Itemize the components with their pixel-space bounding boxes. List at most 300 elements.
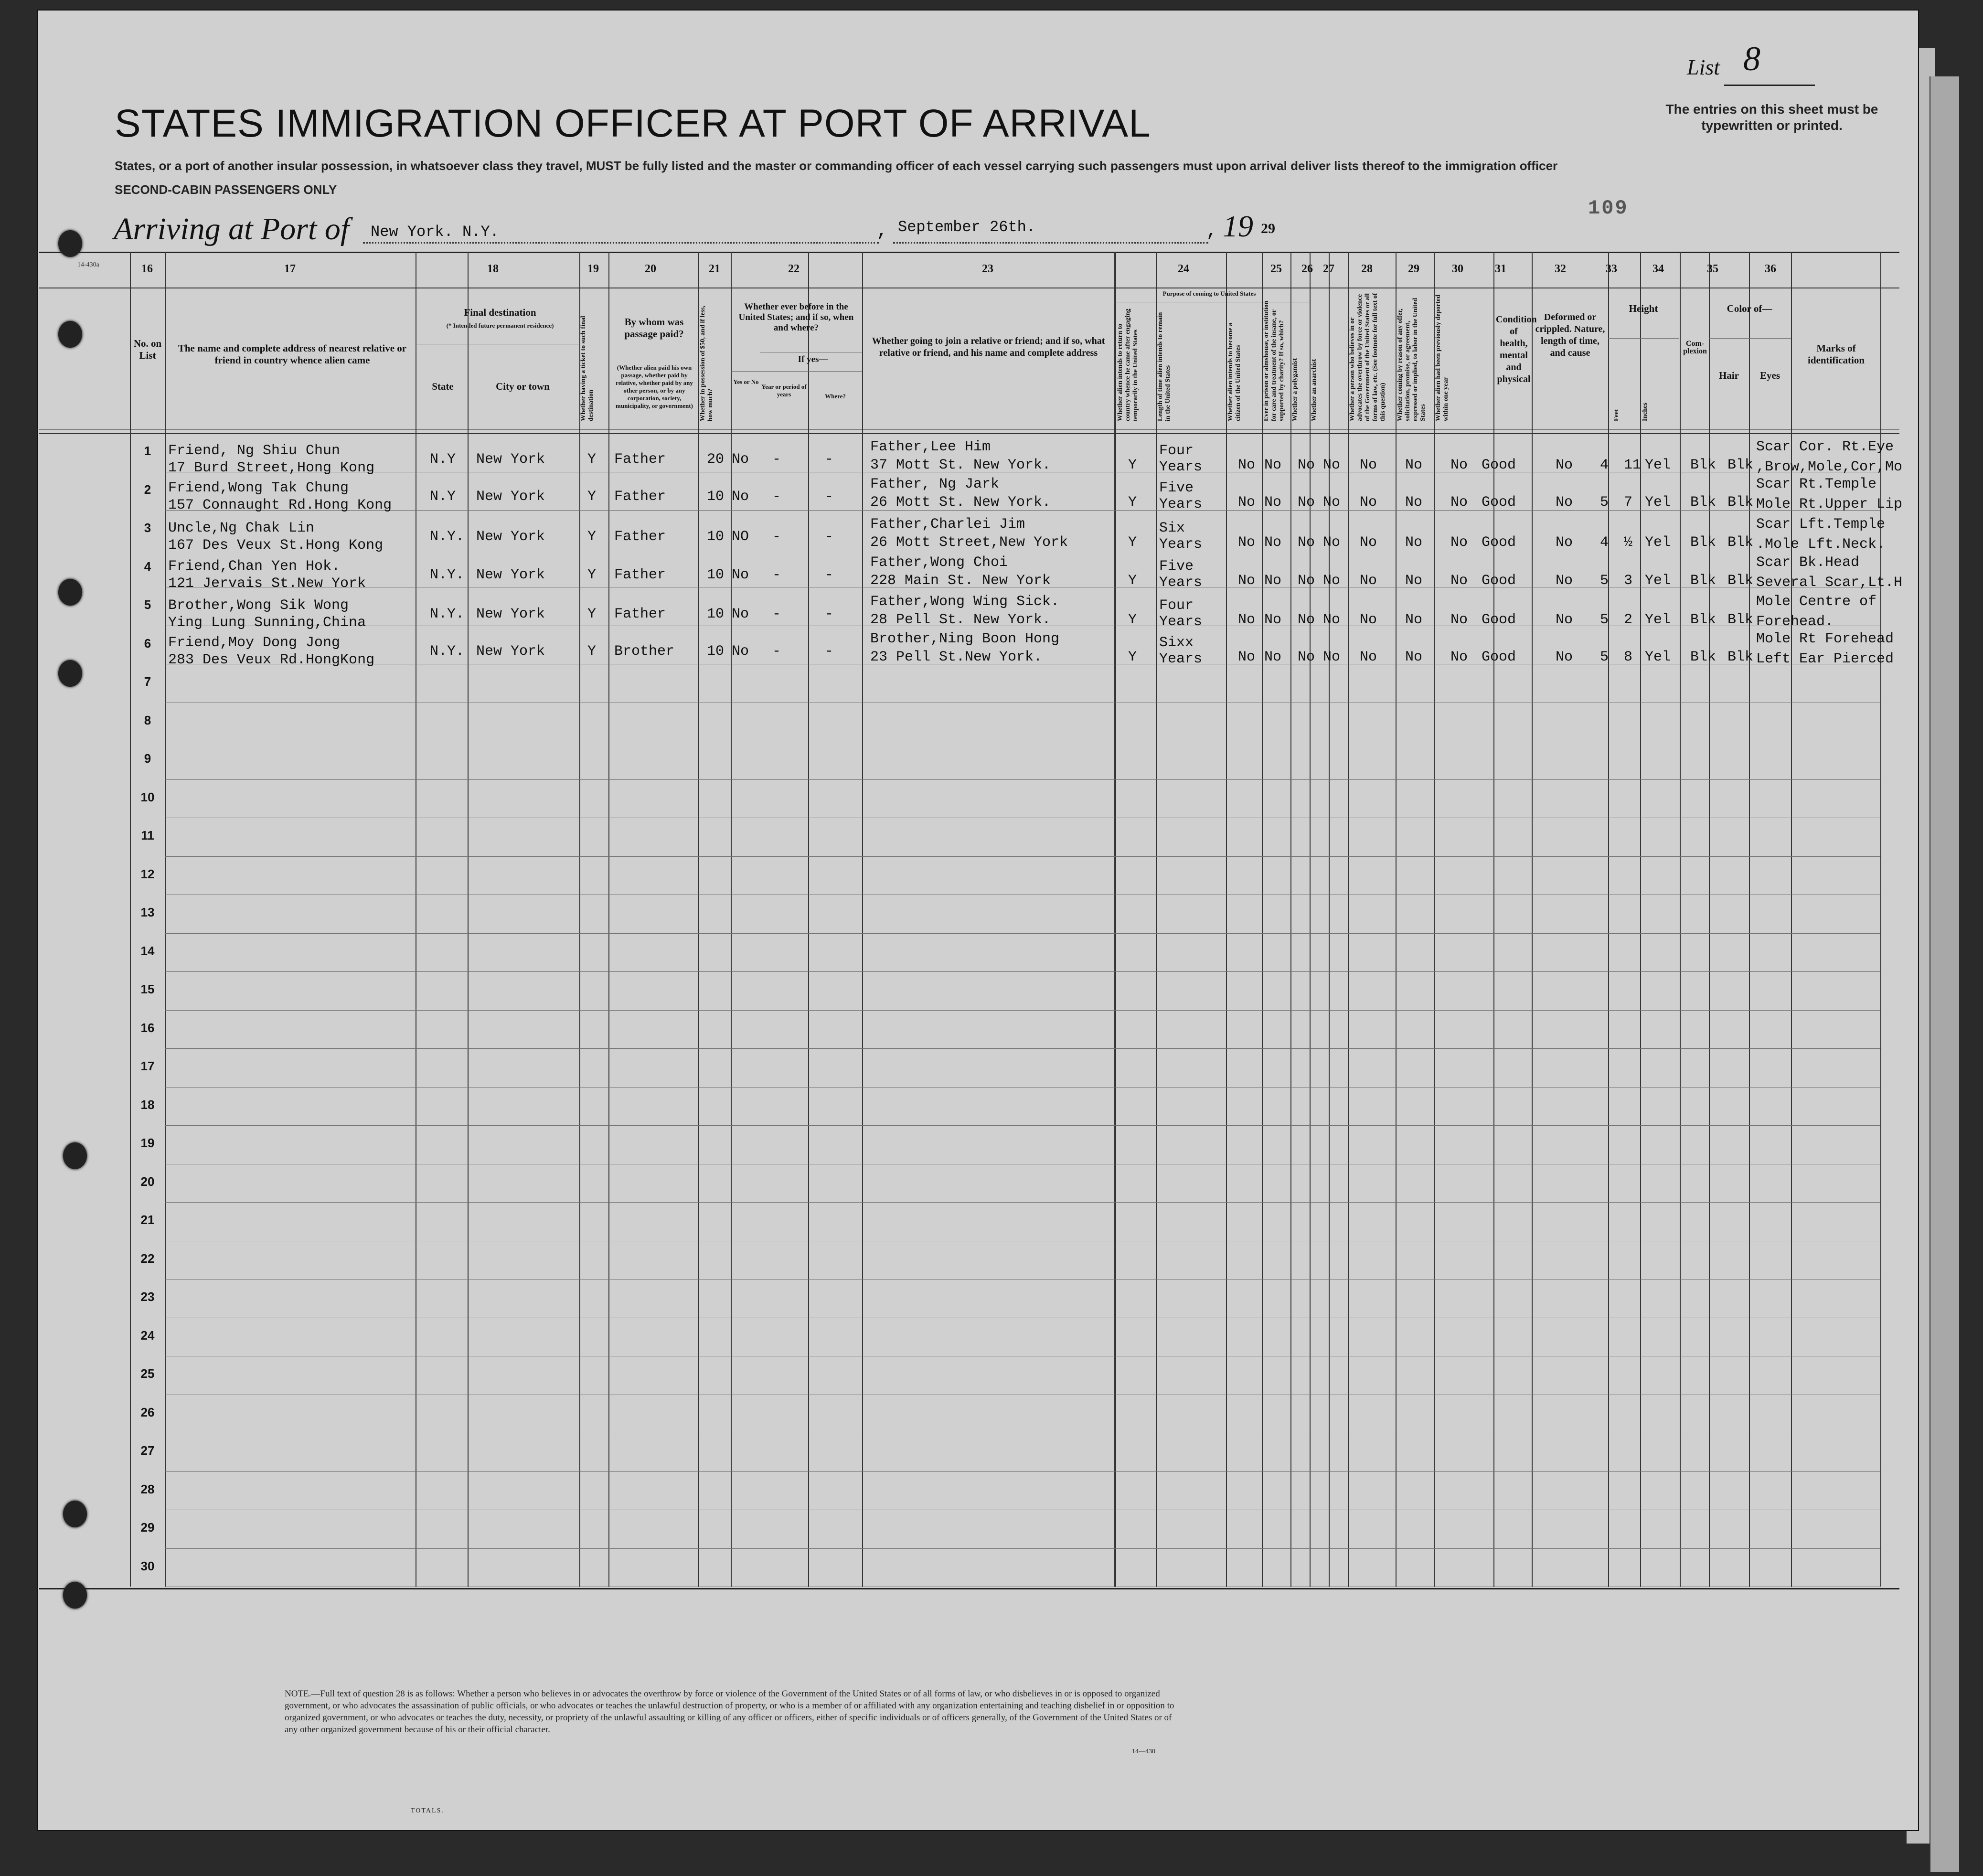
row-4-ticket: Y bbox=[587, 567, 597, 583]
row-2-join1: Father, Ng Jark bbox=[870, 476, 1000, 492]
row-4-mark2: Several Scar,Lt.H bbox=[1756, 575, 1903, 591]
row-4-deformed: No bbox=[1556, 573, 1573, 589]
row-3-hair: Blk bbox=[1690, 534, 1716, 551]
row-4-rel2: 121 Jervais St.New York bbox=[168, 576, 366, 592]
column-rule bbox=[1348, 252, 1349, 1587]
row-2-deformed: No bbox=[1556, 494, 1573, 511]
row-1-deformed: No bbox=[1556, 457, 1573, 473]
row-5-money: 10 bbox=[707, 606, 725, 622]
row-number: 20 bbox=[140, 1174, 155, 1189]
row-2-hair: Blk bbox=[1690, 494, 1716, 511]
row-3-p-len2: Years bbox=[1159, 536, 1203, 553]
row-5-c25: No bbox=[1264, 612, 1282, 628]
row-3-where: - bbox=[825, 529, 834, 545]
form-code-top: 14-430a bbox=[77, 261, 99, 268]
row-5-mark2: Forehead. bbox=[1756, 614, 1834, 630]
row-number: 23 bbox=[140, 1290, 155, 1304]
row-1-money: 20 bbox=[707, 451, 725, 468]
column-number: 28 bbox=[1361, 263, 1373, 275]
column-rule bbox=[1493, 252, 1494, 1587]
row-2-c30: No bbox=[1450, 494, 1468, 511]
column-number: 16 bbox=[141, 263, 153, 275]
column-number: 29 bbox=[1408, 263, 1419, 275]
row-number: 22 bbox=[140, 1251, 155, 1266]
row-4-before: No bbox=[732, 567, 749, 583]
column-rule bbox=[1290, 252, 1291, 1587]
row-6-rel2: 283 Des Veux Rd.HongKong bbox=[168, 652, 375, 668]
second-cabin-label: SECOND-CABIN PASSENGERS ONLY bbox=[115, 182, 337, 197]
row-3-c28: No bbox=[1360, 534, 1377, 551]
row-5-health: Good bbox=[1482, 612, 1516, 628]
column-number: 23 bbox=[982, 263, 993, 275]
row-6-health: Good bbox=[1482, 649, 1516, 665]
row-4-city: New York bbox=[476, 567, 545, 583]
row-3-eyes: Blk bbox=[1727, 534, 1754, 551]
row-2-complexion: Yel bbox=[1645, 494, 1671, 511]
comma-1: , bbox=[876, 221, 888, 242]
row-4-p-len2: Years bbox=[1159, 575, 1203, 591]
row-number: 10 bbox=[140, 789, 155, 804]
comma-2: , bbox=[1206, 221, 1218, 242]
row-5-join2: 28 Pell St. New York. bbox=[870, 612, 1051, 628]
row-6-join2: 23 Pell St.New York. bbox=[870, 649, 1043, 665]
header-passage-paid-sub: (Whether alien paid his own passage, whether paid by relative, whether paid by any other person, or by any corporation, society, municipality, or government) bbox=[616, 364, 693, 409]
header-height: Height bbox=[1629, 303, 1658, 314]
row-3-deformed: No bbox=[1556, 534, 1573, 551]
row-1-c30: No bbox=[1450, 457, 1468, 473]
row-2-c27: No bbox=[1323, 494, 1341, 511]
row-1-c29: No bbox=[1405, 457, 1423, 473]
header-complexion: Com-plexion bbox=[1683, 340, 1707, 355]
row-rule bbox=[165, 1471, 1880, 1472]
row-number: 24 bbox=[140, 1328, 155, 1343]
row-2-rel2: 157 Connaught Rd.Hong Kong bbox=[168, 497, 392, 513]
row-5-complexion: Yel bbox=[1645, 612, 1671, 628]
row-1-eyes: Blk bbox=[1727, 457, 1754, 473]
row-1-c25: No bbox=[1264, 457, 1282, 473]
row-2-c28: No bbox=[1360, 494, 1377, 511]
row-3-p-cit: No bbox=[1238, 534, 1256, 551]
column-rule bbox=[1115, 252, 1116, 1587]
column-number: 24 bbox=[1178, 263, 1189, 275]
column-rule bbox=[1310, 252, 1311, 1587]
row-rule bbox=[165, 1125, 1880, 1126]
row-3-money: 10 bbox=[707, 529, 725, 545]
row-number: 9 bbox=[144, 751, 151, 766]
row-4-hair: Blk bbox=[1690, 573, 1716, 589]
row-1-c26: No bbox=[1298, 457, 1315, 473]
row-4-where: - bbox=[825, 567, 834, 583]
header-deformed: Deformed or crippled. Nature, length of time, and cause bbox=[1535, 312, 1605, 358]
row-4-join2: 228 Main St. New York bbox=[870, 573, 1051, 589]
row-6-p-return: Y bbox=[1128, 649, 1137, 665]
row-rule bbox=[165, 779, 1880, 780]
header-color-of: Color of— bbox=[1727, 303, 1772, 314]
row-4-c26: No bbox=[1298, 573, 1315, 589]
row-6-mark2: Left Ear Pierced bbox=[1756, 651, 1894, 667]
row-3-mark2: .Mole Lft.Neck. bbox=[1756, 536, 1886, 553]
header-subrule bbox=[1709, 338, 1791, 339]
column-number: 32 bbox=[1555, 263, 1566, 275]
column-rule bbox=[808, 252, 809, 1587]
row-2-city: New York bbox=[476, 489, 545, 505]
row-number: 15 bbox=[140, 982, 155, 996]
row-3-rel1: Uncle,Ng Chak Lin bbox=[168, 520, 315, 536]
row-2-inches: 7 bbox=[1624, 494, 1633, 511]
row-3-health: Good bbox=[1482, 534, 1516, 551]
row-3-rel2: 167 Des Veux St.Hong Kong bbox=[168, 537, 384, 554]
row-5-year: - bbox=[772, 606, 781, 622]
row-5-c26: No bbox=[1298, 612, 1315, 628]
footnote-form-code: 14—430 bbox=[1132, 1748, 1155, 1755]
row-number: 30 bbox=[140, 1558, 155, 1573]
row-2-money: 10 bbox=[707, 489, 725, 505]
row-6-ticket: Y bbox=[587, 643, 597, 660]
row-6-p-cit: No bbox=[1238, 649, 1256, 665]
column-rule bbox=[1680, 252, 1681, 1587]
header-divider bbox=[39, 429, 1899, 430]
row-3-year: - bbox=[772, 529, 781, 545]
typed-note: The entries on this sheet must be typewritten or printed. bbox=[1665, 102, 1878, 133]
header-purpose: Purpose of coming to United States bbox=[1162, 290, 1256, 297]
header-eyes: Eyes bbox=[1760, 370, 1780, 381]
column-rule bbox=[1396, 252, 1397, 1587]
row-4-state: N.Y. bbox=[430, 567, 465, 583]
row-4-inches: 3 bbox=[1624, 573, 1633, 589]
row-rule bbox=[165, 1202, 1880, 1203]
row-number: 19 bbox=[140, 1136, 155, 1150]
row-6-p-len2: Years bbox=[1159, 651, 1203, 667]
column-number: 27 bbox=[1323, 263, 1334, 275]
row-6-deformed: No bbox=[1556, 649, 1573, 665]
column-rule bbox=[1329, 252, 1330, 1587]
row-2-c25: No bbox=[1264, 494, 1282, 511]
row-number: 12 bbox=[140, 866, 155, 881]
row-number: 16 bbox=[140, 1020, 155, 1035]
header-final-destination: Final destination bbox=[464, 307, 536, 318]
column-rule bbox=[1262, 252, 1263, 1587]
row-number: 17 bbox=[140, 1059, 155, 1073]
header-passage-paid: By whom was passage paid? bbox=[624, 316, 684, 340]
list-underline bbox=[1724, 85, 1815, 86]
row-1-p-return: Y bbox=[1128, 457, 1137, 473]
row-5-city: New York bbox=[476, 606, 545, 622]
row-number: 11 bbox=[141, 828, 154, 842]
row-4-money: 10 bbox=[707, 567, 725, 583]
row-2-eyes: Blk bbox=[1727, 494, 1754, 511]
row-5-feet: 5 bbox=[1600, 612, 1609, 628]
row-3-c25: No bbox=[1264, 534, 1282, 551]
port-value: New York. N.Y. bbox=[371, 223, 499, 241]
row-6-mark1: Mole Rt Forehead bbox=[1756, 631, 1894, 647]
column-rule bbox=[1156, 252, 1157, 1587]
header-deported: Whether alien had been previously deported within one year bbox=[1435, 294, 1450, 421]
row-4-c29: No bbox=[1405, 573, 1423, 589]
row-rule bbox=[165, 1548, 1880, 1549]
row-4-c30: No bbox=[1450, 573, 1468, 589]
row-1-complexion: Yel bbox=[1645, 457, 1671, 473]
row-5-rel1: Brother,Wong Sik Wong bbox=[168, 597, 349, 614]
row-rule bbox=[165, 1048, 1880, 1049]
column-number: 30 bbox=[1452, 263, 1463, 275]
column-rule bbox=[862, 252, 863, 1587]
row-2-feet: 5 bbox=[1600, 494, 1609, 511]
column-rule bbox=[1749, 252, 1750, 1587]
row-6-complexion: Yel bbox=[1645, 649, 1671, 665]
row-2-ticket: Y bbox=[587, 489, 597, 505]
header-marks: Marks of identification bbox=[1808, 342, 1865, 366]
row-5-paid: Father bbox=[614, 606, 666, 622]
row-2-p-cit: No bbox=[1238, 494, 1256, 511]
row-3-paid: Father bbox=[614, 529, 666, 545]
row-1-before: No bbox=[732, 451, 749, 468]
row-4-c27: No bbox=[1323, 573, 1341, 589]
row-3-p-return: Y bbox=[1128, 534, 1137, 551]
row-2-state: N.Y bbox=[430, 489, 456, 505]
row-5-c30: No bbox=[1450, 612, 1468, 628]
row-4-year: - bbox=[772, 567, 781, 583]
row-5-where: - bbox=[825, 606, 834, 622]
date-value: September 26th. bbox=[898, 218, 1036, 236]
row-number: 13 bbox=[140, 905, 155, 919]
header-yes-no: Yes or No bbox=[733, 378, 759, 385]
row-5-mark1: Mole Centre of bbox=[1756, 594, 1877, 610]
port-underline bbox=[363, 242, 879, 244]
column-number: 26 bbox=[1301, 263, 1313, 275]
header-fifty: Whether in possession of $50, and if less, how much? bbox=[699, 305, 714, 421]
column-number: 20 bbox=[645, 263, 656, 275]
stacked-pages-back bbox=[1930, 76, 1959, 1872]
row-6-c26: No bbox=[1298, 649, 1315, 665]
row-6-p-len1: Sixx bbox=[1159, 635, 1194, 651]
row-6-feet: 5 bbox=[1600, 649, 1609, 665]
row-4-p-len1: Five bbox=[1159, 558, 1194, 575]
row-number: 21 bbox=[140, 1213, 155, 1227]
row-1-p-len2: Years bbox=[1159, 459, 1203, 475]
row-1-year: - bbox=[772, 451, 781, 468]
row-5-rel2: Ying Lung Sunning,China bbox=[168, 615, 366, 631]
row-3-c27: No bbox=[1323, 534, 1341, 551]
header-subrule bbox=[731, 371, 862, 372]
row-5-eyes: Blk bbox=[1727, 612, 1754, 628]
row-number: 27 bbox=[140, 1443, 155, 1458]
row-5-c28: No bbox=[1360, 612, 1377, 628]
row-4-p-return: Y bbox=[1128, 573, 1137, 589]
column-number: 18 bbox=[487, 263, 499, 275]
row-2-p-len2: Years bbox=[1159, 496, 1203, 512]
row-1-hair: Blk bbox=[1690, 457, 1716, 473]
row-5-p-len1: Four bbox=[1159, 597, 1194, 614]
row-number: 4 bbox=[144, 559, 151, 574]
column-number: 22 bbox=[788, 263, 800, 275]
row-number: 28 bbox=[140, 1482, 155, 1496]
column-rule bbox=[1608, 252, 1609, 1587]
row-4-mark1: Scar Bk.Head bbox=[1756, 554, 1860, 571]
row-number: 14 bbox=[140, 943, 155, 958]
instructions: States, or a port of another insular possession, in whatsoever class they travel, MUST be fully listed and the master or commanding officer of each vessel carrying such passengers must upon arrival deliver lists thereof to the immigration officer bbox=[115, 159, 1558, 173]
row-1-feet: 4 bbox=[1600, 457, 1609, 473]
header-nearest-relative: The name and complete address of nearest relative or friend in country whence alien came bbox=[178, 342, 407, 366]
row-4-health: Good bbox=[1482, 573, 1516, 589]
row-1-c28: No bbox=[1360, 457, 1377, 473]
header-city: City or town bbox=[496, 381, 550, 392]
row-6-state: N.Y. bbox=[430, 643, 465, 660]
row-1-p-len1: Four bbox=[1159, 443, 1194, 459]
header-subrule bbox=[1608, 338, 1679, 339]
row-number: 3 bbox=[144, 521, 151, 535]
row-1-p-cit: No bbox=[1238, 457, 1256, 473]
header-where: Where? bbox=[825, 393, 846, 400]
row-4-join1: Father,Wong Choi bbox=[870, 554, 1008, 571]
row-2-p-len1: Five bbox=[1159, 480, 1194, 496]
row-3-ticket: Y bbox=[587, 529, 597, 545]
row-5-p-len2: Years bbox=[1159, 614, 1203, 630]
row-5-state: N.Y. bbox=[430, 606, 465, 622]
row-number: 29 bbox=[140, 1520, 155, 1535]
header-year-period: Year or period of years bbox=[761, 383, 807, 398]
row-1-where: - bbox=[825, 451, 834, 468]
row-2-mark2: Mole Rt.Upper Lip bbox=[1756, 496, 1903, 512]
header-state: State bbox=[432, 381, 454, 392]
row-6-join1: Brother,Ning Boon Hong bbox=[870, 631, 1060, 647]
header-if-yes: If yes— bbox=[798, 354, 828, 364]
column-number: 17 bbox=[284, 263, 296, 275]
column-rule bbox=[1434, 252, 1435, 1587]
column-number: 34 bbox=[1652, 263, 1664, 275]
row-number: 8 bbox=[144, 713, 151, 727]
row-3-c30: No bbox=[1450, 534, 1468, 551]
row-6-city: New York bbox=[476, 643, 545, 660]
row-rule bbox=[165, 856, 1880, 857]
row-6-c27: No bbox=[1323, 649, 1341, 665]
row-6-rel1: Friend,Moy Dong Jong bbox=[168, 635, 341, 651]
row-3-state: N.Y. bbox=[430, 529, 465, 545]
row-2-join2: 26 Mott St. New York. bbox=[870, 494, 1051, 511]
column-number: 19 bbox=[587, 263, 599, 275]
row-2-c29: No bbox=[1405, 494, 1423, 511]
row-2-p-return: Y bbox=[1128, 494, 1137, 511]
header-purpose-c: Whether alien intends to become a citizen of the United States bbox=[1227, 322, 1242, 421]
row-5-p-return: Y bbox=[1128, 612, 1137, 628]
header-overthrow: Whether a person who believes in or advocates the overthrow by force or violence of the Government of the United States or all forms of law, etc. (See footnote for full text of this question) bbox=[1349, 293, 1386, 421]
row-2-rel1: Friend,Wong Tak Chung bbox=[168, 480, 349, 496]
row-1-mark2: ,Brow,Mole,Cor,Mo bbox=[1756, 459, 1903, 475]
row-3-inches: ½ bbox=[1624, 534, 1633, 551]
row-5-before: No bbox=[732, 606, 749, 622]
row-number: 5 bbox=[144, 597, 151, 612]
row-6-where: - bbox=[825, 643, 834, 660]
header-no-on-list: No. on List bbox=[133, 338, 162, 361]
row-5-c27: No bbox=[1323, 612, 1341, 628]
row-6-year: - bbox=[772, 643, 781, 660]
row-1-paid: Father bbox=[614, 451, 666, 468]
row-2-year: - bbox=[772, 489, 781, 505]
row-5-join1: Father,Wong Wing Sick. bbox=[870, 594, 1060, 610]
header-anarchist: Whether an anarchist bbox=[1311, 359, 1318, 421]
row-4-complexion: Yel bbox=[1645, 573, 1671, 589]
column-number: 33 bbox=[1606, 263, 1617, 275]
stamp-number: 109 bbox=[1588, 197, 1629, 220]
row-6-hair: Blk bbox=[1690, 649, 1716, 665]
row-5-c29: No bbox=[1405, 612, 1423, 628]
row-3-c26: No bbox=[1298, 534, 1315, 551]
row-3-city: New York bbox=[476, 529, 545, 545]
row-1-mark1: Scar Cor. Rt.Eye bbox=[1756, 439, 1894, 455]
arriving-label: Arriving at Port of bbox=[114, 212, 350, 246]
row-1-join2: 37 Mott St. New York. bbox=[870, 457, 1051, 473]
row-6-paid: Brother bbox=[614, 643, 675, 660]
row-4-paid: Father bbox=[614, 567, 666, 583]
row-1-join1: Father,Lee Him bbox=[870, 439, 991, 455]
row-5-hair: Blk bbox=[1690, 612, 1716, 628]
row-4-p-cit: No bbox=[1238, 573, 1256, 589]
row-5-deformed: No bbox=[1556, 612, 1573, 628]
row-4-c25: No bbox=[1264, 573, 1282, 589]
column-rule bbox=[1226, 252, 1227, 1587]
row-3-join2: 26 Mott Street,New York bbox=[870, 534, 1068, 551]
row-3-complexion: Yel bbox=[1645, 534, 1671, 551]
row-1-inches: 11 bbox=[1624, 457, 1642, 473]
row-3-mark1: Scar Lft.Temple bbox=[1756, 516, 1886, 533]
page-title: STATES IMMIGRATION OFFICER AT PORT OF ARRIVAL bbox=[115, 102, 1151, 145]
column-rule bbox=[608, 252, 609, 1587]
year-suffix: 29 bbox=[1261, 221, 1275, 236]
header-polygamist: Whether a polygamist bbox=[1291, 358, 1299, 421]
row-1-rel2: 17 Burd Street,Hong Kong bbox=[168, 460, 375, 476]
column-number: 35 bbox=[1707, 263, 1718, 275]
row-number: 2 bbox=[144, 482, 151, 497]
footnote: NOTE.—Full text of question 28 is as follows: Whether a person who believes in or advocates the overthrow by force or violence of the Government of the United States or of all forms of law, or who disbelieves in or is opposed to organized government, or who advocates the assassination of public officials, or who advocates or teaches the unlawful destruction of property, or who is a member of or affiliated with any organization entertaining and teaching disbelief in or opposition to organized government, or who advocates or teaches the duty, necessity, or propriety of the unlawful assaulting or killing of any officer or officers, either of specific individuals or of officers generally, of the Government of the United States or of any other organized government because of his or their official character. bbox=[285, 1689, 1174, 1735]
row-rule bbox=[165, 1010, 1880, 1011]
column-number: 36 bbox=[1765, 263, 1776, 275]
header-prison: Ever in prison or almshouse, or institution for care and treatment of the insane, or supported by charity? If so, which? bbox=[1263, 300, 1285, 421]
column-rule bbox=[165, 252, 166, 1587]
column-rule bbox=[1709, 252, 1710, 1587]
row-6-eyes: Blk bbox=[1727, 649, 1754, 665]
manifest-sheet bbox=[37, 10, 1919, 1831]
header-final-destination-sub: (* Intended future permanent residence) bbox=[446, 322, 554, 329]
row-4-feet: 5 bbox=[1600, 573, 1609, 589]
column-rule bbox=[1114, 252, 1115, 1587]
header-feet: Feet bbox=[1613, 409, 1620, 421]
row-number: 25 bbox=[140, 1366, 155, 1381]
row-number: 18 bbox=[140, 1097, 155, 1112]
header-hair: Hair bbox=[1719, 370, 1739, 381]
row-3-feet: 4 bbox=[1600, 534, 1609, 551]
row-rule bbox=[165, 971, 1880, 972]
column-rule bbox=[579, 252, 580, 1587]
row-number: 7 bbox=[144, 674, 151, 689]
row-6-before: No bbox=[732, 643, 749, 660]
row-2-c26: No bbox=[1298, 494, 1315, 511]
row-1-c27: No bbox=[1323, 457, 1341, 473]
row-2-health: Good bbox=[1482, 494, 1516, 511]
row-1-city: New York bbox=[476, 451, 545, 468]
row-6-inches: 8 bbox=[1624, 649, 1633, 665]
header-purpose-a: Whether alien intends to return to country whence he came after engaging temporarily in the United States bbox=[1117, 309, 1139, 421]
header-ticket: Whether having a ticket to such final destination bbox=[580, 316, 595, 421]
row-3-p-len1: Six bbox=[1159, 520, 1185, 536]
row-6-c29: No bbox=[1405, 649, 1423, 665]
column-rule bbox=[698, 252, 699, 1587]
row-number: 6 bbox=[144, 636, 151, 650]
row-6-c30: No bbox=[1450, 649, 1468, 665]
row-4-eyes: Blk bbox=[1727, 573, 1754, 589]
row-6-c25: No bbox=[1264, 649, 1282, 665]
header-before-in-us: Whether ever before in the United States; and if so, when and where? bbox=[738, 302, 854, 333]
list-number: 8 bbox=[1743, 40, 1760, 78]
row-1-ticket: Y bbox=[587, 451, 597, 468]
